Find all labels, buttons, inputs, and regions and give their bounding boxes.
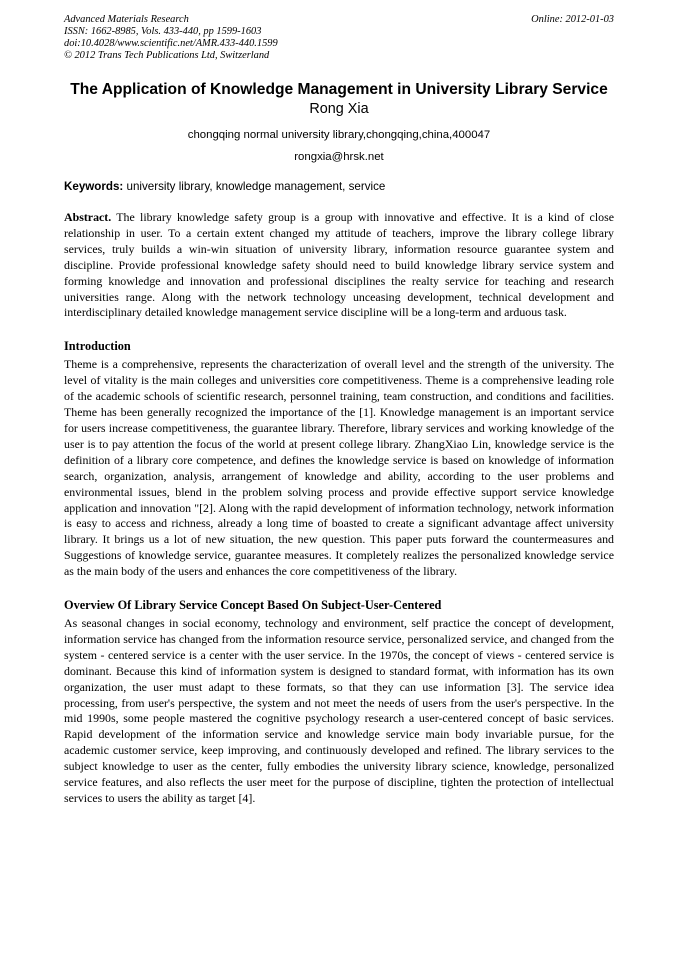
online-date: Online: 2012-01-03 [531,14,614,25]
abstract [64,210,614,321]
keywords-text: university library, knowledge management, service [123,180,386,193]
section-heading-overview: Overview Of Library Service Concept Based On Subject-User-Centered [64,598,442,613]
author-name: Rong Xia [309,101,369,117]
abstract-label: Abstract. [64,210,112,224]
keywords-label: Keywords: [64,180,124,193]
section-heading-introduction: Introduction [64,339,131,354]
section-body-introduction: Theme is a comprehensive, represents the characterization of overall level and the strength of the university. The level of vitality is the main colleges and universities core competitiveness. Theme is a comprehensive leading role of the academic schools of scientific research, personnel training, team construction, and conditions and facilities. Theme has been generally recognized the importance of the [1]. Knowledge management is an important service for users increase competitiveness, the guarantee library. Therefore, library services and working knowledge of the user is to pay attention the focus of the world at present college library. ZhangXiao Lin, knowledge service is the definition of a library core competence, and defines the knowledge service is based on knowledge of information search, organization, analysis, arrangement of knowledge and ability, according to the user problems and environmental issues, blend in the problem solving process and provide effective support service knowledge application and innovation "[2]. Along with the rapid development of information technology, network information is easy to access and richness, already a long time of boasted to create a significant advantage affect university library. It brings us a lot of new situation, the new question. This paper puts forward the countermeasures and Suggestions of knowledge service, guarantee measures. It completely realizes the personalized knowledge service as the main body of the users and enhances the core competitiveness of the library. [64,357,614,579]
copyright-line: © 2012 Trans Tech Publications Ltd, Switzerland [64,50,270,61]
keywords [64,180,614,194]
journal-name: Advanced Materials Research [64,14,189,25]
abstract-text: The library knowledge safety group is a group with innovative and effective. It is a kind of close relationship in user. To a certain extent changed my attitude of teachers, improve the library college library services, truly builds a win-win situation of university library, information resource guarantee system and discipline. Provide professional knowledge safety should need to build knowledge library service system and forming knowledge and innovation and professional disciplines the realty service for teaching and research universities range. Along with the network technology unceasing development, technical development and interdisciplinary detailed knowledge management service discipline will be a long-term and arduous task. [64,210,614,320]
section-body-overview: As seasonal changes in social economy, technology and environment, self practice the concept of development, information service has changed from the information resource service, personalized service, and changed from the system - centered service is a center with the user service. In the 1970s, the concept of views - centered service is dominant. Because this kind of information system is designed to standard format, with information has its own organization, the user must adapt to these formats, so that they can use information [3]. The service idea processing, from user's perspective, the system and not meet the needs of users from the user's perspective. In the mid 1990s, some people mastered the cognitive psychology research a user-centered concept of basic services. Rapid development of the information service and knowledge service main body invariable pursue, for the academic customer service, keep improving, and continuously developed and refined. The library services to the subject knowledge to user as the center, fully embodies the university library science, knowledge, personalized service features, and also reflects the user meet for the purpose of discipline, tighten the protection of intellectual services to users the ability as target [4]. [64,616,614,805]
paper-title: The Application of Knowledge Management in University Library Service [70,81,608,98]
doi-line: doi:10.4028/www.scientific.net/AMR.433-440.1599 [64,38,278,49]
author-affiliation: chongqing normal university library,chongqing,china,400047 [187,129,491,141]
journal-header-row [64,14,614,26]
author-email: rongxia@hrsk.net [294,151,384,163]
issn-line: ISSN: 1662-8985, Vols. 433-440, pp 1599-1603 [64,26,262,37]
